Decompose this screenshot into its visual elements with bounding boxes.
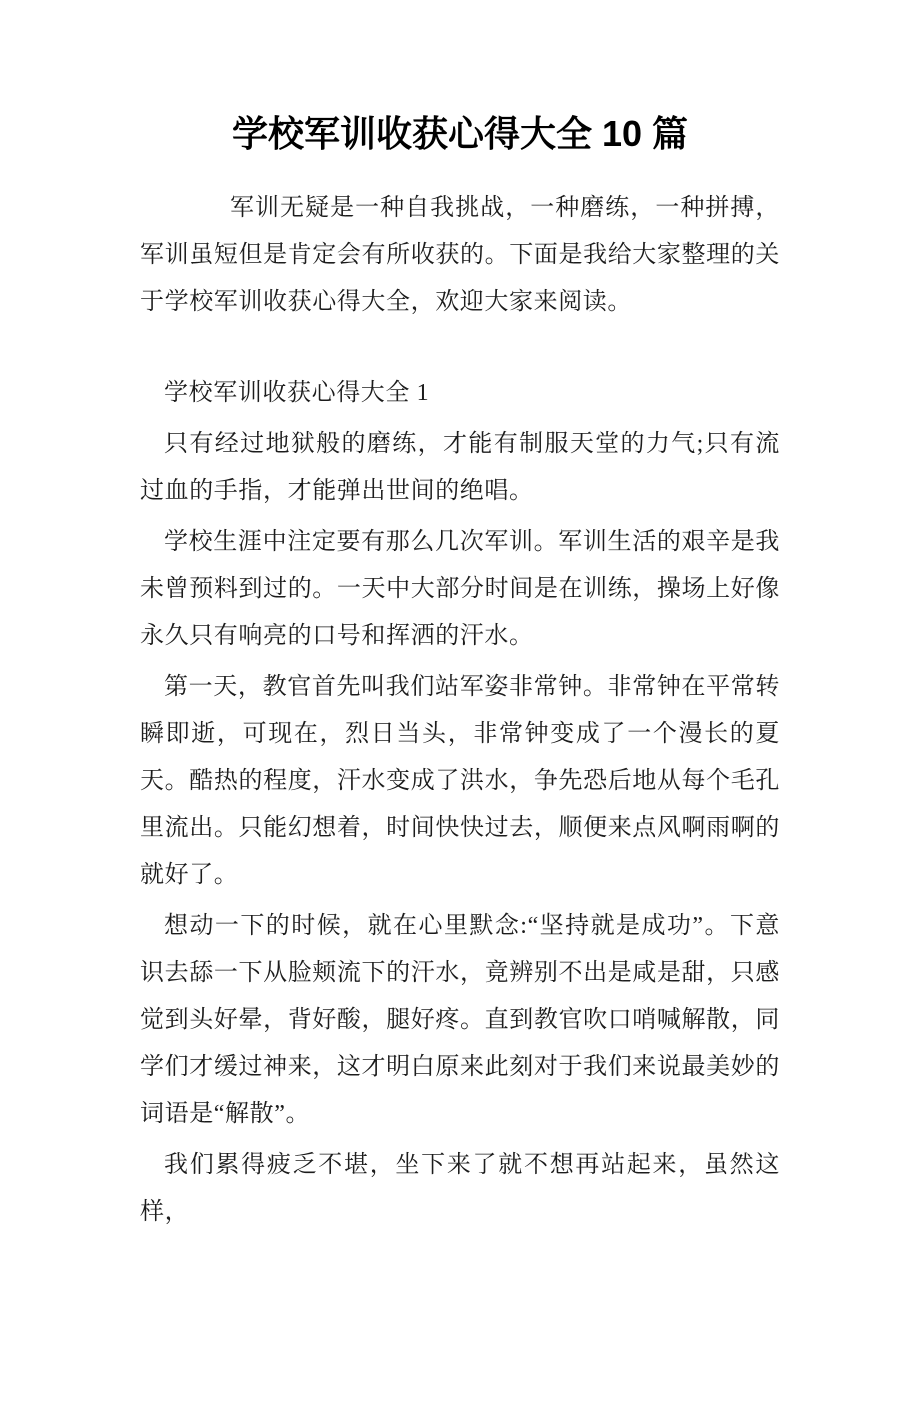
section-heading-1: 学校军训收获心得大全 1 [164, 380, 430, 406]
intro-paragraph: 军训无疑是一种自我挑战，一种磨练，一种拼搏，军训虽短但是肯定会有所收获的。下面是我给大家整理的关于学校军训收获心得大全，欢迎大家来阅读。 [140, 195, 780, 315]
paragraph-persistence: 想动一下的时候，就在心里默念:“坚持就是成功”。下意识去舔一下从脸颊流下的汗水，竟辨别不出是咸是甜，只感觉到头好晕，背好酸，腿好疼。直到教官吹口哨喊解散，同学们才缓过神来，这才明白原来此刻对于我们来说最美妙的词语是“解散”。 [140, 913, 780, 1127]
paragraph-tired: 我们累得疲乏不堪，坐下来了就不想再站起来，虽然这样， [140, 1152, 780, 1225]
document-page [140, 108, 780, 1236]
paragraph-quote: 只有经过地狱般的磨练，才能有制服天堂的力气;只有流过血的手指，才能弹出世间的绝唱。 [140, 431, 780, 504]
paragraph-school-life: 学校生涯中注定要有那么几次军训。军训生活的艰辛是我未曾预料到过的。一天中大部分时间是在训练，操场上好像永久只有响亮的口号和挥洒的汗水。 [140, 529, 780, 649]
paragraph-first-day: 第一天，教官首先叫我们站军姿非常钟。非常钟在平常转瞬即逝，可现在，烈日当头，非常钟变成了一个漫长的夏天。酷热的程度，汗水变成了洪水，争先恐后地从每个毛孔里流出。只能幻想着，时间快快过去，顺便来点风啊雨啊的就好了。 [140, 674, 780, 888]
document-title: 学校军训收获心得大全 10 篇 [231, 113, 689, 154]
